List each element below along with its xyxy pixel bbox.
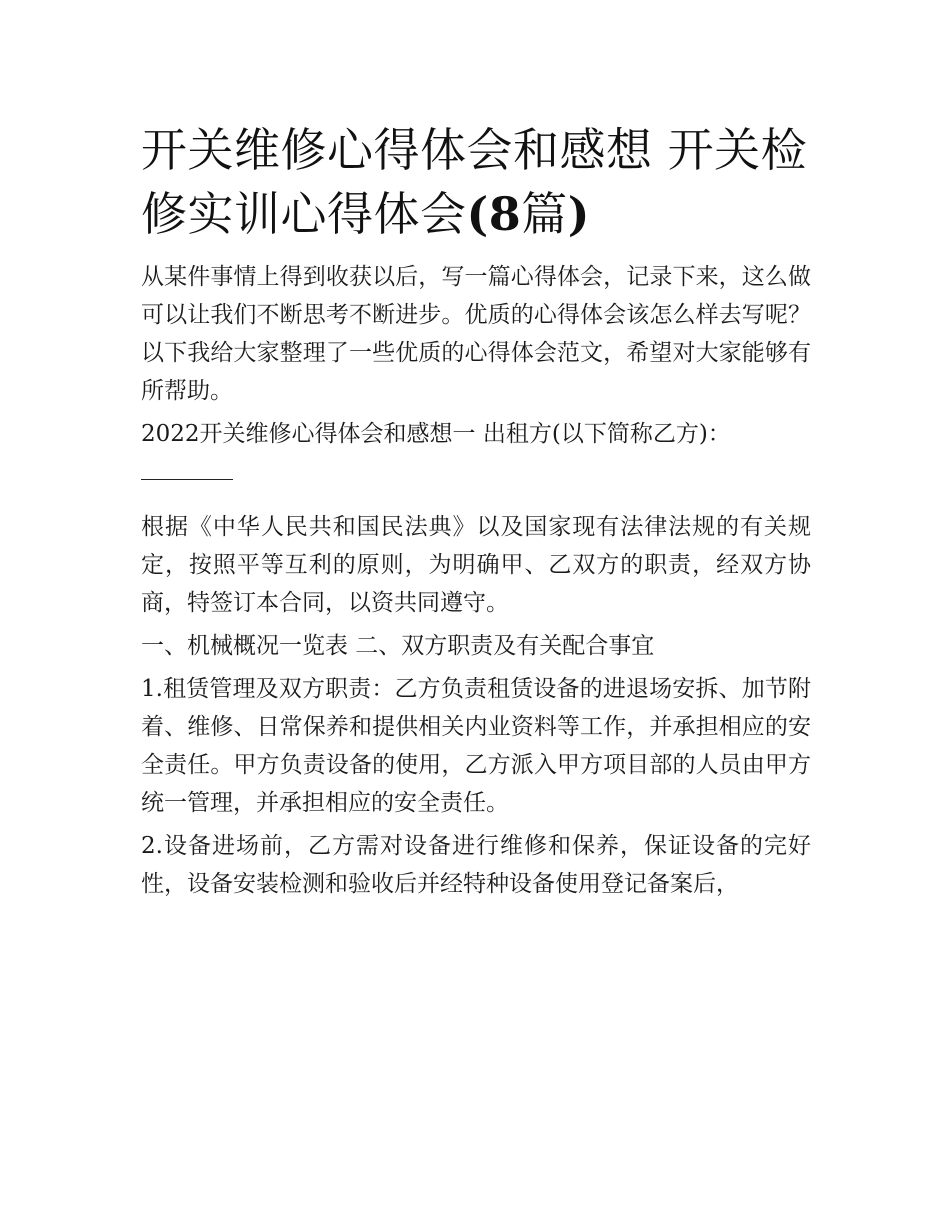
contract-outline: 一、机械概况一览表 二、双方职责及有关配合事宜: [141, 633, 655, 659]
clause-2: 2.设备进场前，乙方需对设备进行维修和保养，保证设备的完好性，设备安装检测和验收后并经特种设备使用登记备案后，: [141, 833, 811, 897]
fill-in-blank-line: [141, 479, 233, 480]
clause-1: 1.租赁管理及双方职责：乙方负责租赁设备的进退场安拆、加节附着、维修、日常保养和提供相关内业资料等工作，并承担相应的安全责任。甲方负责设备的使用，乙方派入甲方项目部的人员由甲方统一管理，并承担相应的安全责任。: [141, 676, 811, 816]
title-count-open: (8: [466, 187, 522, 241]
contract-preamble: 根据《中华人民共和国民法典》以及国家现有法律法规的有关规定，按照平等互利的原则，为明确甲、乙双方的职责，经双方协商，特签订本合同，以资共同遵守。: [141, 514, 811, 616]
section-heading-lessor: 2022开关维修心得体会和感想一 出租方(以下简称乙方)：: [141, 421, 731, 447]
title-count-close: ): [567, 187, 591, 241]
title-text: 开关维修心得体会和感想 开关检修实训心得体会: [141, 123, 808, 241]
intro-paragraph: 从某件事情上得到收获以后，写一篇心得体会，记录下来，这么做可以让我们不断思考不断进步。优质的心得体会该怎么样去写呢？以下我给大家整理了一些优质的心得体会范文，希望对大家能够有所帮助。: [141, 264, 811, 404]
document-title: [141, 118, 811, 246]
document-body: [141, 118, 811, 903]
title-count-unit: 篇: [521, 187, 568, 241]
